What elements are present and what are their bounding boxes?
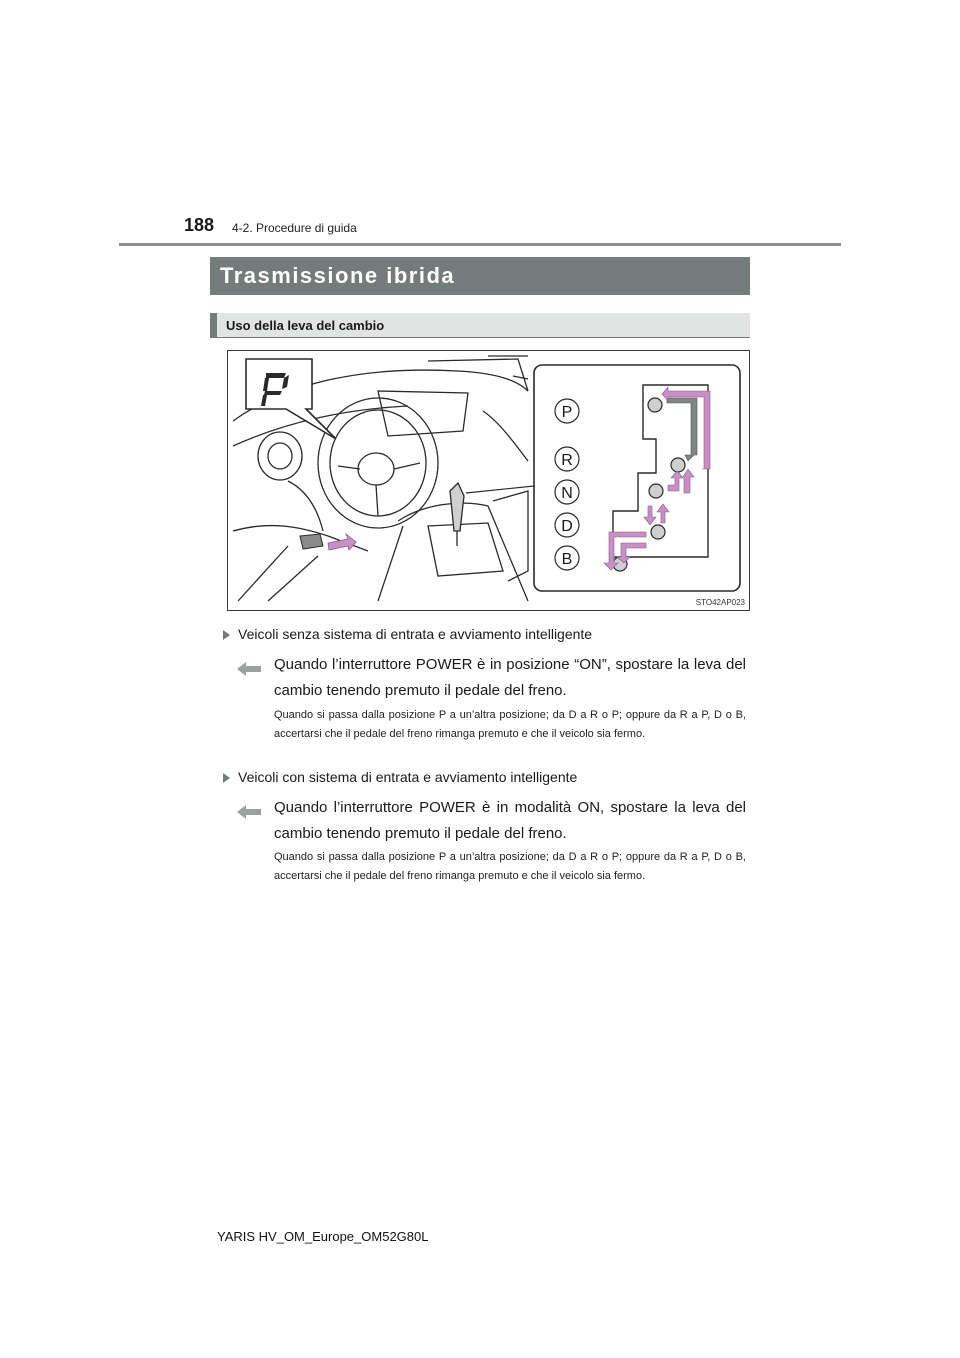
document-footer: YARIS HV_OM_Europe_OM52G80L — [217, 1229, 429, 1244]
page-number: 188 — [184, 215, 215, 235]
figure-code: STO42AP023 — [695, 598, 745, 607]
section-path: 4-2. Procedure di guida — [232, 221, 357, 235]
gear-label-d: D — [561, 518, 573, 535]
gear-label-b: B — [561, 551, 573, 568]
instruction-arrow-icon — [237, 804, 261, 820]
gear-label-n: N — [561, 485, 573, 502]
page-title: Trasmissione ibrida — [210, 257, 750, 295]
instruction-text: Quando l’interruttore POWER è in posizione “ON”, spostare la leva del cambio tenendo premuto il pedale del freno. — [274, 656, 746, 699]
shift-lever-figure — [227, 350, 750, 611]
bullet-no-smart-entry: Veicoli senza sistema di entrata e avviamento intelligente — [223, 626, 592, 642]
section-subtitle: Uso della leva del cambio — [210, 313, 750, 338]
bullet-smart-entry: Veicoli con sistema di entrata e avviamento intelligente — [223, 769, 577, 785]
car-interior-illustration — [228, 351, 749, 610]
note-text: Quando si passa dalla posizione P a un’altra posizione; da D a R o P; oppure da R a P, D o B, accertarsi che il pedale del freno rimanga premuto e che il veicolo sia fermo. — [274, 851, 746, 882]
bullet-triangle-icon — [223, 630, 230, 640]
header-rule — [119, 243, 841, 246]
instruction-text: Quando l’interruttore POWER è in modalità ON, spostare la leva del cambio tenendo premuto il pedale del freno. — [274, 799, 746, 842]
note-text: Quando si passa dalla posizione P a un’altra posizione; da D a R o P; oppure da R a P, D o B, accertarsi che il pedale del freno rimanga premuto e che il veicolo sia fermo. — [274, 709, 746, 740]
gear-label-p: P — [561, 404, 573, 421]
instruction-arrow-icon — [237, 661, 261, 677]
bullet-triangle-icon — [223, 773, 230, 783]
gear-label-r: R — [561, 452, 573, 469]
